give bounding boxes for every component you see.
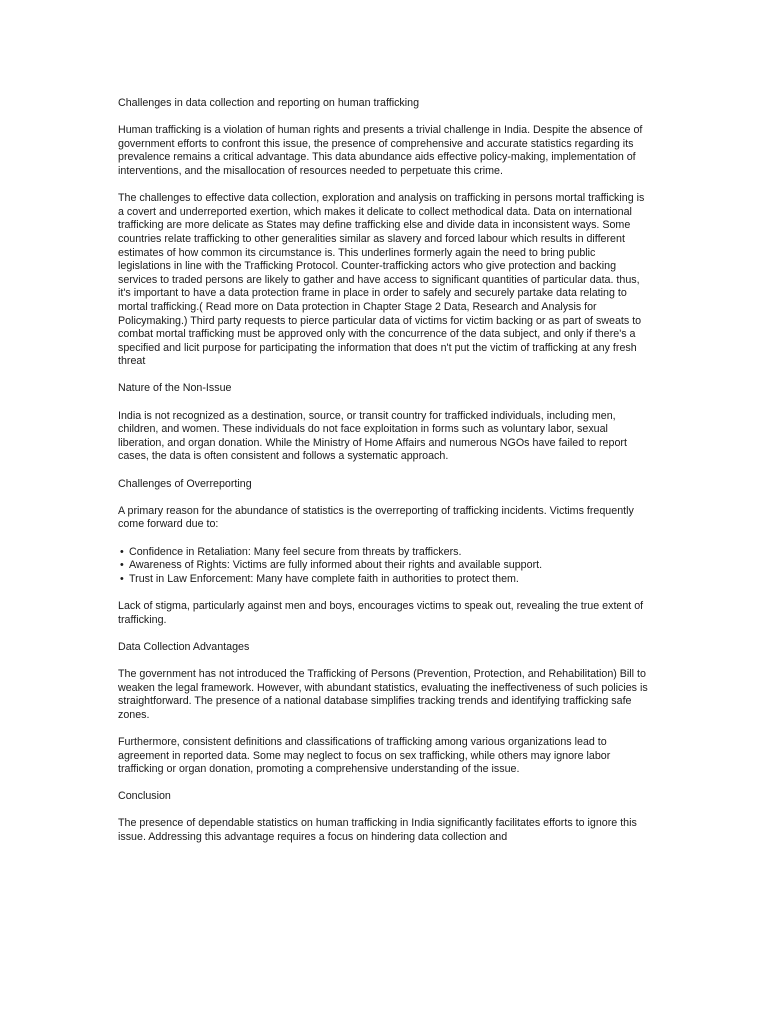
section-heading-conclusion: Conclusion xyxy=(118,790,171,803)
section-heading-overreporting: Challenges of Overreporting xyxy=(118,477,252,490)
bullet-icon: • xyxy=(120,572,124,585)
bullet-icon: • xyxy=(120,559,124,572)
list-item xyxy=(118,546,650,560)
list-item-text: Trust in Law Enforcement: Many have complete faith in authorities to protect them. xyxy=(129,572,519,585)
advantages-paragraph-1: The government has not introduced the Trafficking of Persons (Prevention, Protection, and Rehabilitation) Bill to weaken the legal framework. However, with abundant statistics, evaluating the ineffectiveness of such policies is straightforward. The presence of a national database simplifies tracking trends and identifying trafficking safe zones. xyxy=(118,667,648,721)
list-item-text: Confidence in Retaliation: Many feel secure from threats by traffickers. xyxy=(129,545,462,558)
list-item-text: Awareness of Rights: Victims are fully informed about their rights and available support. xyxy=(129,559,543,572)
stigma-paragraph: Lack of stigma, particularly against men and boys, encourages victims to speak out, revealing the true extent of trafficking. xyxy=(118,599,644,626)
intro-paragraph: Human trafficking is a violation of human rights and presents a trivial challenge in India. Despite the absence of government efforts to confront this issue, the presence of comprehensive and accurate statistics regarding its prevalence remains a critical advantage. This data abundance aids effective policy-making, implementation of interventions, and the misallocation of resources needed to perpetuate this crime. xyxy=(118,124,643,177)
list-item xyxy=(118,559,650,573)
conclusion-paragraph: The presence of dependable statistics on human trafficking in India significantly facilitates efforts to ignore this issue. Addressing this advantage requires a focus on hindering data collection and xyxy=(118,817,637,844)
document-page xyxy=(118,97,650,858)
bullet-icon: • xyxy=(120,545,124,558)
overreporting-bullet-list xyxy=(118,546,650,587)
section-heading-nature: Nature of the Non-Issue xyxy=(118,382,232,395)
list-item xyxy=(118,573,650,587)
advantages-paragraph-2: Furthermore, consistent definitions and classifications of trafficking among various organizations lead to agreement in reported data. Some may neglect to focus on sex trafficking, while others may ignore labor trafficking or organ donation, promoting a comprehensive understanding of the issue. xyxy=(118,735,611,776)
overreporting-paragraph: A primary reason for the abundance of statistics is the overreporting of trafficking incidents. Victims frequently come forward due to: xyxy=(118,504,634,531)
section-heading-advantages: Data Collection Advantages xyxy=(118,640,250,653)
nature-paragraph: India is not recognized as a destination, source, or transit country for trafficked individuals, including men, children, and women. These individuals do not face exploitation in forms such as voluntary labor, sexual liberation, and organ donation. While the Ministry of Home Affairs and numerous NGOs have failed to report cases, the data is often consistent and follows a systematic approach. xyxy=(118,409,627,463)
challenges-paragraph: The challenges to effective data collection, exploration and analysis on trafficking in persons mortal trafficking is a covert and underreported exertion, which makes it delicate to collect methodical data. Data on international trafficking are more delicate as States may define trafficking else and divide data in inconsistent ways. Some countries relate trafficking to other generalities similar as slavery and forced labour which results in different estimates of how common its circumstance is. This underlines formerly again the need to bring public legislations in line with the Trafficking Protocol. Counter-trafficking actors who give protection and backing services to traded persons are likely to gather and have access to significant quantities of particular data. thus, it's important to have a data protection frame in place in order to safely and securely partake data relating to mortal trafficking.( Read more on Data protection in Chapter Stage 2 Data, Research and Analysis for Policymaking.) Third party requests to pierce particular data of victims for victim backing or as part of sweats to combat mortal trafficking must be approved only with the concurrence of the data subject, and only if there's a specified and licit purpose for participating the information that does n't put the victim of trafficking at any fresh threat xyxy=(118,192,645,368)
document-title: Challenges in data collection and reporting on human trafficking xyxy=(118,97,420,109)
